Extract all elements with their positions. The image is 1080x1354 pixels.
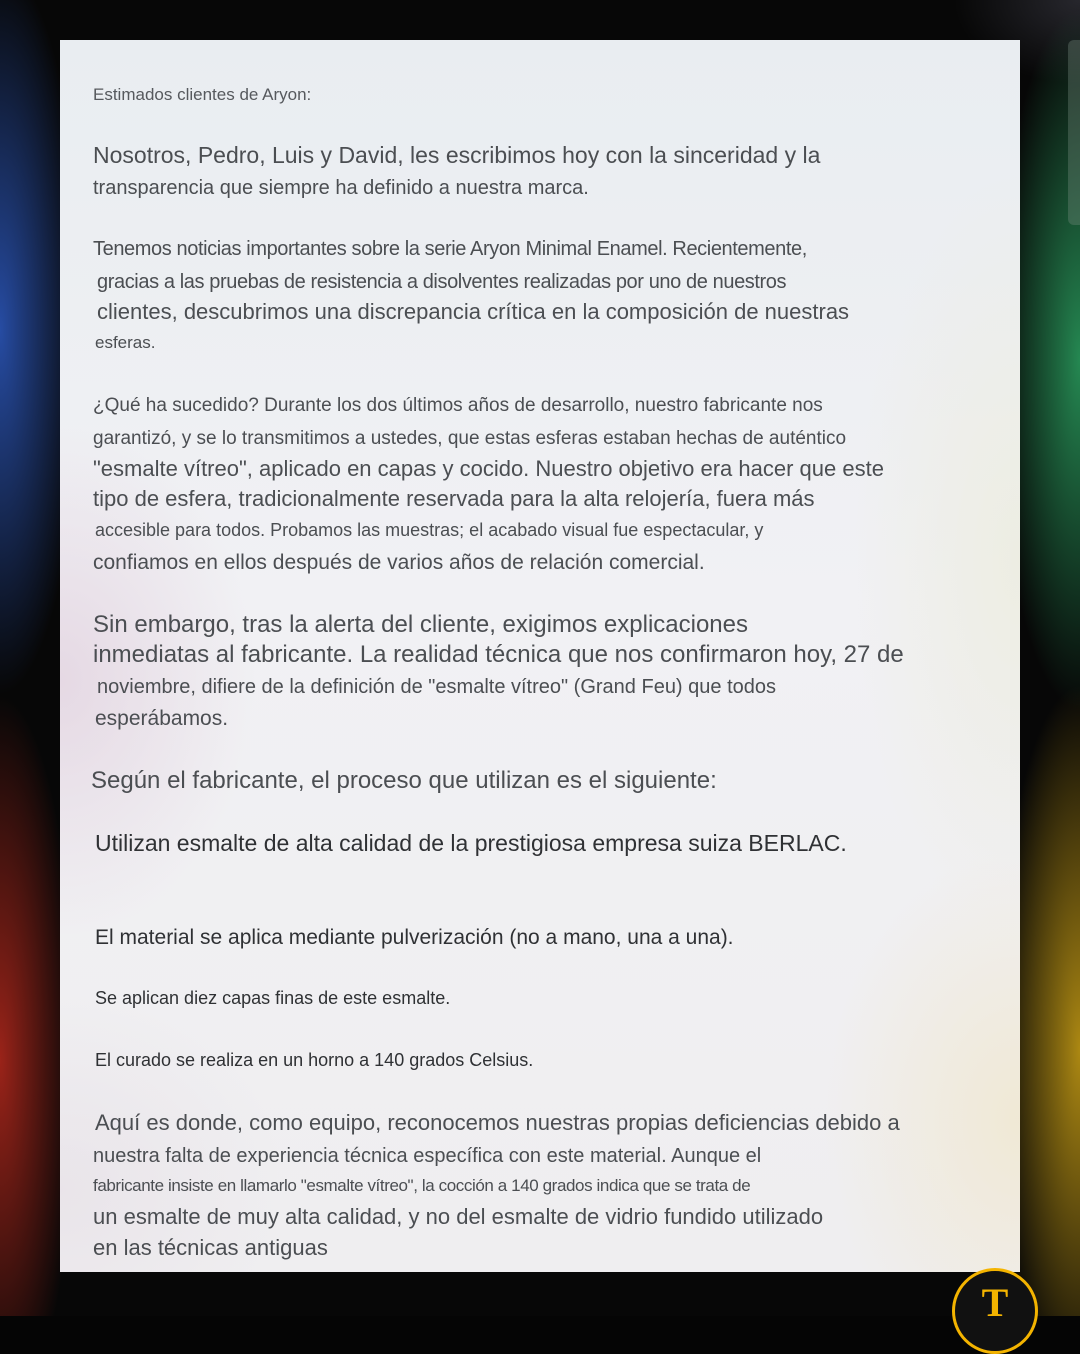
process-step: Se aplican diez capas finas de este esmalte. (95, 988, 451, 1008)
letter-line: transparencia que siempre ha definido a nuestra marca. (93, 177, 589, 199)
letter-line: Tenemos noticias importantes sobre la serie Aryon Minimal Enamel. Recientemente, (93, 238, 807, 260)
letter-line: confiamos en ellos después de varios años de relación comercial. (93, 551, 705, 574)
letter-line: un esmalte de muy alta calidad, y no del esmalte de vidrio fundido utilizado (93, 1204, 824, 1229)
letter-line: esferas. (95, 333, 156, 352)
letter-line: clientes, descubrimos una discrepancia crítica en la composición de nuestras (97, 299, 850, 324)
letter-screenshot (60, 40, 1020, 1272)
letter-line: fabricante insiste en llamarlo "esmalte vítreo", la cocción a 140 grados indica que se trata de (93, 1176, 751, 1195)
letter-line: Aquí es donde, como equipo, reconocemos nuestras propias deficiencias debido a (95, 1110, 900, 1135)
letter-line: en las técnicas antiguas (93, 1235, 328, 1260)
text-recognition-button[interactable] (952, 1268, 1038, 1354)
letter-line: esperábamos. (95, 707, 229, 730)
letter-line: noviembre, difiere de la definición de "esmalte vítreo" (Grand Feu) que todos (97, 676, 777, 698)
process-step: El curado se realiza en un horno a 140 grados Celsius. (95, 1050, 534, 1070)
edge-scroll-handle[interactable] (1068, 40, 1080, 225)
letter-line: accesible para todos. Probamos las muestras; el acabado visual fue espectacular, y (95, 520, 764, 540)
process-step: El material se aplica mediante pulverización (no a mano, una a una). (95, 926, 734, 949)
letter-line: Según el fabricante, el proceso que utilizan es el siguiente: (91, 767, 717, 794)
letter-line: inmediatas al fabricante. La realidad técnica que nos confirmaron hoy, 27 de (93, 641, 904, 668)
letter-line: Nosotros, Pedro, Luis y David, les escribimos hoy con la sinceridad y la (93, 142, 821, 168)
letter-greeting: Estimados clientes de Aryon: (93, 85, 312, 104)
letter-line: gracias a las pruebas de resistencia a disolventes realizadas por uno de nuestros (97, 271, 787, 293)
letter-line: ¿Qué ha sucedido? Durante los dos últimos años de desarrollo, nuestro fabricante nos (93, 395, 823, 416)
process-step: Utilizan esmalte de alta calidad de la prestigiosa empresa suiza BERLAC. (95, 830, 847, 856)
letter-line: nuestra falta de experiencia técnica específica con este material. Aunque el (93, 1145, 762, 1167)
letter-line: tipo de esfera, tradicionalmente reservada para la alta relojería, fuera más (93, 486, 815, 511)
letter-line: "esmalte vítreo", aplicado en capas y cocido. Nuestro objetivo era hacer que este (93, 456, 884, 481)
letter-line: garantizó, y se lo transmitimos a ustedes, que estas esferas estaban hechas de auténtico (93, 428, 847, 449)
letter-line: Sin embargo, tras la alerta del cliente, exigimos explicaciones (93, 611, 748, 638)
text-recognition-icon: T (981, 1280, 1009, 1325)
